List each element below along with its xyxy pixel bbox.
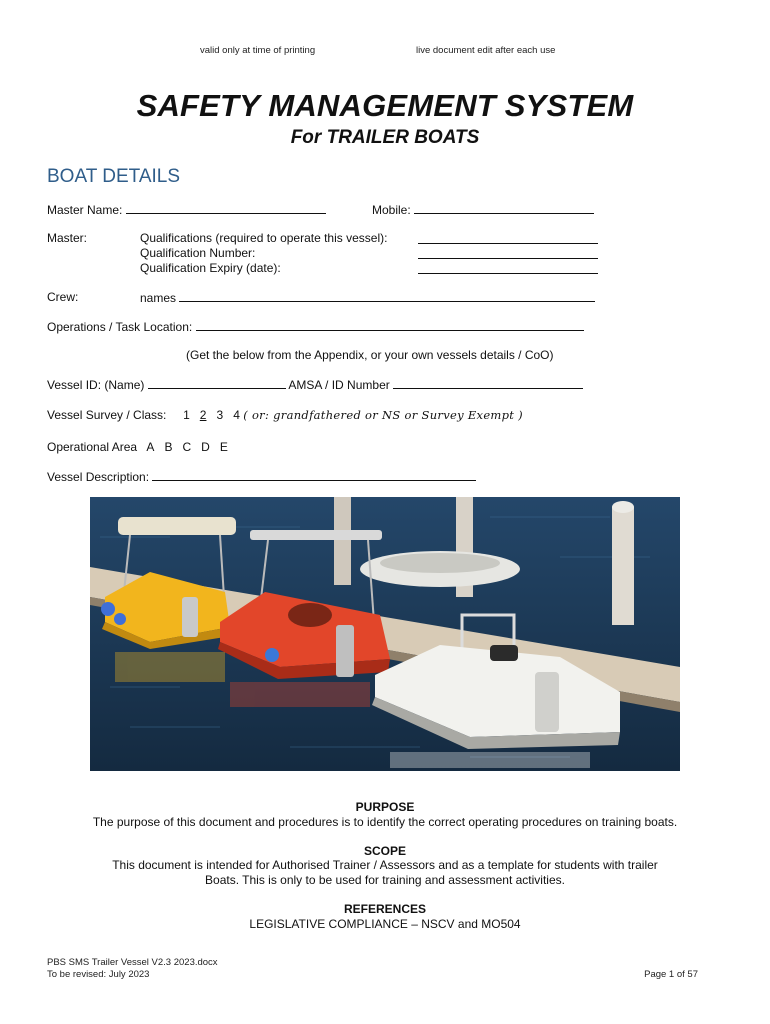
crew-names-label: names: [140, 291, 177, 305]
amsa-label: AMSA / ID Number: [288, 378, 390, 392]
survey-class-1[interactable]: 1: [183, 408, 190, 422]
qualification-number-field[interactable]: [418, 248, 598, 259]
boats-photo: [90, 497, 680, 771]
mobile-row: [372, 202, 594, 217]
vessel-description-row: [47, 469, 476, 484]
operational-area-c[interactable]: C: [182, 440, 192, 454]
master-name-field[interactable]: [126, 202, 326, 214]
operations-label: Operations / Task Location:: [47, 320, 193, 334]
operational-area-label: Operational Area: [47, 440, 138, 454]
qualification-expiry-label: Qualification Expiry (date):: [140, 261, 281, 275]
vessel-description-field[interactable]: [152, 469, 476, 481]
mobile-label: Mobile:: [372, 203, 411, 217]
master-label: Master:: [47, 231, 88, 245]
footer-revision: To be revised: July 2023: [47, 969, 150, 980]
master-name-label: Master Name:: [47, 203, 123, 217]
operational-area-row: [47, 440, 228, 454]
survey-class-3[interactable]: 3: [216, 408, 224, 422]
crew-names-row: [140, 290, 595, 305]
survey-handwritten-note: ( or: grandfathered or NS or Survey Exempt ): [243, 408, 523, 422]
vessel-name-field[interactable]: [148, 377, 286, 389]
operational-area-d[interactable]: D: [201, 440, 210, 454]
purpose-heading: PURPOSE: [355, 800, 415, 814]
qualifications-field[interactable]: [418, 233, 598, 244]
amsa-field[interactable]: [393, 377, 583, 389]
vessel-survey-row: [47, 408, 523, 422]
scope-text-line-2: Boats. This is only to be used for training and assessment activities.: [205, 873, 565, 887]
survey-class-2-selected[interactable]: 2: [199, 408, 207, 422]
scope-text-line-1: This document is intended for Authorised Trainer / Assessors and as a template for students with trailer: [112, 858, 658, 872]
survey-label: Vessel Survey / Class:: [47, 408, 167, 422]
qualifications-label: Qualifications (required to operate this vessel):: [140, 231, 388, 245]
section-heading-boat-details: BOAT DETAILS: [47, 166, 181, 187]
footer-filename: PBS SMS Trailer Vessel V2.3 2023.docx: [47, 957, 218, 968]
crew-names-field[interactable]: [179, 290, 595, 302]
vessel-id-row: [47, 377, 583, 392]
header-note-left: valid only at time of printing: [200, 45, 316, 56]
qualification-number-label: Qualification Number:: [140, 246, 256, 260]
footer-page-number: Page 1 of 57: [644, 969, 698, 980]
purpose-text: The purpose of this document and procedures is to identify the correct operating procedures on training boats.: [92, 815, 678, 829]
operations-field[interactable]: [196, 319, 584, 331]
references-text: LEGISLATIVE COMPLIANCE – NSCV and MO504: [249, 917, 521, 931]
scope-heading: SCOPE: [363, 844, 406, 858]
references-heading: REFERENCES: [343, 902, 426, 916]
operations-row: [47, 319, 584, 334]
page-subtitle: For TRAILER BOATS: [290, 127, 480, 148]
operational-area-b[interactable]: B: [164, 440, 173, 454]
operational-area-a[interactable]: A: [146, 440, 155, 454]
mobile-field[interactable]: [414, 202, 594, 214]
crew-label: Crew:: [47, 290, 79, 304]
vessel-description-label: Vessel Description:: [47, 470, 150, 484]
survey-class-4[interactable]: 4: [233, 408, 240, 422]
vessel-id-label: Vessel ID: (Name): [47, 378, 145, 392]
qualification-expiry-field[interactable]: [418, 263, 598, 274]
operational-area-e[interactable]: E: [219, 440, 228, 454]
header-note-right: live document edit after each use: [416, 45, 556, 56]
master-name-row: [47, 202, 326, 217]
appendix-note: (Get the below from the Appendix, or your own vessels details / CoO): [186, 348, 554, 362]
page-title: SAFETY MANAGEMENT SYSTEM: [136, 88, 634, 123]
